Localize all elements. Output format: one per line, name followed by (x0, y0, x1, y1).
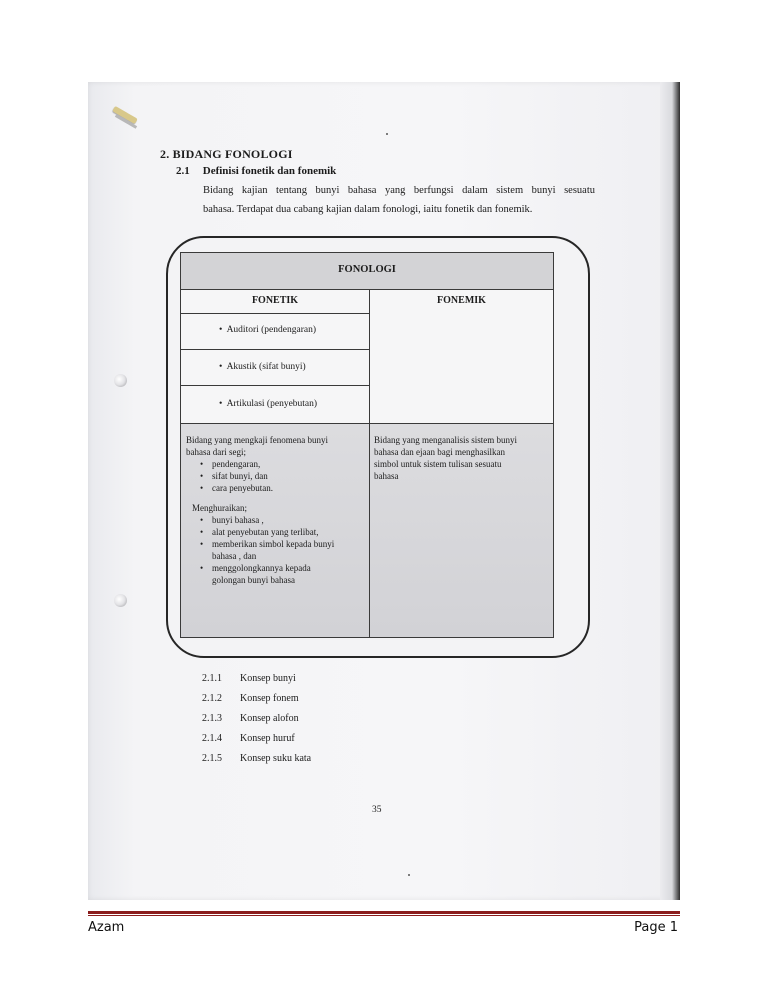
punch-hole-bottom (114, 594, 127, 607)
punch-hole-top (114, 374, 127, 387)
list-item: 2.1.2 Konsep fonem (202, 693, 299, 704)
subsection-title: Definisi fonetik dan fonemik (202, 165, 337, 177)
paragraph-line-2: bahasa. Terdapat dua cabang kajian dalam fonologi, iaitu fonetik dan fonemik. (203, 204, 533, 215)
scan-edge (660, 82, 680, 900)
paragraph-line-1: Bidang kajian tentang bunyi bahasa yang berfungsi dalam sistem bunyi sesuatu (203, 185, 595, 196)
fonetik-item-1: • Auditori (pendengaran) (219, 325, 316, 335)
fonologi-table (180, 252, 554, 638)
table-title: FONOLOGI (338, 264, 396, 275)
subsection-heading (176, 165, 336, 177)
scan-speck (386, 133, 388, 135)
table-title-row (181, 253, 553, 290)
row-divider (181, 313, 369, 314)
list-item: 2.1.5 Konsep suku kata (202, 753, 312, 764)
intro-paragraph (203, 181, 595, 219)
subsection-number: 2.1 (176, 165, 190, 177)
fonemik-description: Bidang yang menganalisis sistem bunyi bahasa dan ejaan bagi menghasilkan simbol untuk sistem tulisan sesuatu bahasa (374, 435, 517, 481)
list-item: 2.1.4 Konsep huruf (202, 733, 295, 744)
concept-list (202, 673, 311, 773)
footer-author: Azam (88, 920, 125, 935)
scan-speck (408, 874, 410, 876)
footer-rule-thin (88, 915, 680, 916)
fonetik-header: FONETIK (251, 295, 299, 306)
list-item: 2.1.3 Konsep alofon (202, 713, 299, 724)
fonetik-item-3: • Artikulasi (penyebutan) (219, 399, 318, 409)
footer-page-number: Page 1 (634, 920, 678, 935)
fonetik-item-2: • Akustik (sifat bunyi) (219, 362, 306, 372)
fonetik-description: Bidang yang mengkaji fenomena bunyi bahasa dari segi; • pendengaran, • sifat bunyi, dan • cara penyebutan. Menghuraikan; • bunyi bahasa , • alat penyebutan yang terlibat, • memberikan simbol kepada bunyi bahasa , dan • menggolongkannya kepada golongan bunyi bahasa (186, 434, 366, 586)
fonemik-header: FONEMIK (437, 295, 486, 306)
row-divider (181, 385, 369, 386)
list-item: 2.1.1 Konsep bunyi (202, 673, 296, 684)
footer-rule (88, 911, 680, 914)
row-divider (181, 349, 369, 350)
scan-page-number: 35 (372, 805, 382, 815)
section-heading: 2. BIDANG FONOLOGI (160, 147, 293, 161)
